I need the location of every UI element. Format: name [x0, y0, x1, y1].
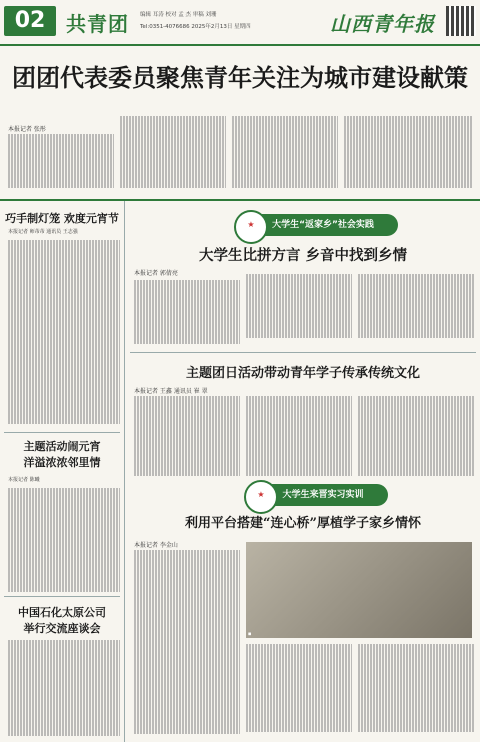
left-body-1: [8, 240, 120, 424]
page-header: [0, 0, 480, 44]
section-divider: [0, 199, 480, 201]
left-headline-1: 巧手制灯笼 欢度元宵节: [5, 212, 119, 225]
article2-body-col3: [358, 274, 474, 344]
article3-headline: 主题团日活动带动青年学子传承传统文化: [185, 366, 420, 381]
banner-internship: [258, 484, 388, 506]
article3-body-col1: [134, 396, 240, 476]
article2-body-col2: [246, 274, 352, 344]
article4-byline: 本报记者 李金山: [134, 542, 178, 549]
left-column-divider: [124, 201, 125, 742]
left-headline-2a: 主题活动闹元宵: [23, 440, 101, 453]
header-rule: [0, 44, 480, 46]
article3-body-col2: [246, 396, 352, 476]
left-body-3: [8, 640, 120, 736]
brand-logo: 山西青年报: [330, 12, 435, 36]
left-byline-2: 本报记者 陈曦: [8, 477, 40, 483]
banner-label-1: 大学生“返家乡”社会实践: [272, 220, 374, 230]
qr-code-icon: [446, 6, 476, 36]
left-headline-3b: 举行交流座谈会: [23, 622, 101, 635]
photo-caption-icon: ◼: [248, 631, 252, 636]
article2-byline: 本报记者 郭倩亮: [134, 270, 178, 277]
lead-byline: 本报记者 张彤: [8, 126, 46, 133]
youth-league-emblem-icon: ★: [244, 480, 278, 514]
left-divider-1: [4, 432, 120, 433]
article3-body-col3: [358, 396, 474, 476]
article3-byline: 本报记者 王鑫 通讯员 崔 翠: [134, 388, 208, 395]
lead-column-1: [8, 134, 114, 188]
left-byline-1: 本报记者 师芾芾 通讯员 王志强: [8, 229, 78, 235]
left-headline-3a: 中国石化太原公司: [18, 606, 106, 619]
article2-headline: 大学生比拼方言 乡音中找到乡情: [198, 247, 408, 264]
article4-headline: 利用平台搭建“连心桥”厚植学子家乡情怀: [185, 516, 421, 531]
article4-body-col2: [246, 644, 352, 736]
banner-label-2: 大学生来晋实习实训: [282, 490, 364, 500]
article4-body-col1: [134, 550, 240, 736]
section-name: 共青团: [66, 12, 129, 36]
lead-column-2: [120, 116, 226, 188]
left-body-2: [8, 488, 120, 592]
lead-column-3: [232, 116, 338, 188]
article-divider-1: [130, 352, 476, 353]
article2-body: [134, 280, 240, 344]
lead-headline: 团团代表委员聚焦青年关注为城市建设献策: [12, 63, 468, 92]
editor-line: 编辑 耳涛 校对 孟 杰 审稿 刘珊: [140, 12, 217, 18]
article4-body-col3: [358, 644, 474, 736]
page-number: 02: [4, 6, 56, 36]
article4-photo: [246, 542, 472, 638]
lead-column-4: [344, 116, 472, 188]
left-divider-2: [4, 596, 120, 597]
left-headline-2b: 洋溢浓浓邻里情: [23, 456, 101, 469]
youth-league-emblem-icon: ★: [234, 210, 268, 244]
contact-date-line: Tel:0351-4076686 2025年2月13日 星期四: [140, 24, 251, 30]
banner-return-hometown: [248, 214, 398, 236]
